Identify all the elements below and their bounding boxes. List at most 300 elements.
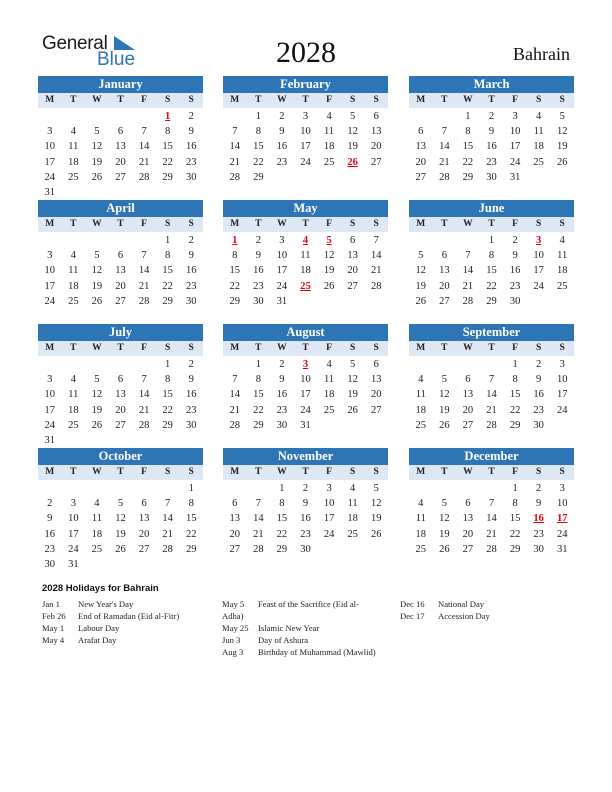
calendar-day: 17 bbox=[44, 280, 56, 292]
holiday-date: 25 bbox=[300, 280, 311, 292]
calendar-day: 10 bbox=[556, 374, 568, 386]
calendar-day: 1 bbox=[488, 235, 495, 246]
month-title: June bbox=[409, 200, 574, 217]
holiday-name: New Year's Day bbox=[78, 599, 134, 609]
calendar-day: 15 bbox=[162, 389, 173, 401]
calendar-day: 11 bbox=[533, 126, 544, 138]
calendar-day: 5 bbox=[117, 498, 124, 510]
empty-cell bbox=[433, 481, 457, 496]
calendar-day: 17 bbox=[68, 528, 79, 540]
calendar-day: 17 bbox=[323, 513, 335, 525]
day-grid bbox=[223, 356, 388, 433]
month-title: April bbox=[38, 200, 203, 217]
calendar-day: 10 bbox=[533, 250, 544, 262]
calendar-day: 30 bbox=[486, 171, 497, 183]
weekday-label: F bbox=[326, 219, 332, 229]
day-grid bbox=[223, 108, 388, 185]
weekday-header bbox=[223, 217, 388, 232]
month-title: January bbox=[38, 76, 203, 93]
weekday-label: T bbox=[117, 95, 124, 105]
calendar-day: 27 bbox=[462, 419, 474, 431]
calendar-day: 3 bbox=[512, 111, 518, 122]
weekday-label: W bbox=[463, 343, 473, 353]
calendar-day: 2 bbox=[279, 359, 285, 370]
calendar-day: 31 bbox=[68, 558, 79, 570]
calendar-day: 22 bbox=[462, 156, 474, 168]
calendar-day: 7 bbox=[255, 498, 261, 510]
empty-cell bbox=[109, 357, 133, 372]
calendar-day: 6 bbox=[117, 126, 124, 138]
calendar-day: 25 bbox=[347, 528, 358, 540]
calendar-day: 1 bbox=[188, 483, 194, 494]
calendar-day: 2 bbox=[488, 111, 495, 122]
calendar-day: 28 bbox=[253, 543, 264, 555]
calendar-day: 7 bbox=[441, 126, 447, 138]
calendar-day: 18 bbox=[68, 156, 79, 168]
empty-cell bbox=[409, 357, 433, 372]
empty-cell bbox=[85, 233, 109, 248]
calendar-day: 7 bbox=[141, 126, 147, 138]
calendar-day: 21 bbox=[370, 265, 382, 277]
calendar-day: 27 bbox=[370, 404, 382, 416]
empty-cell bbox=[409, 109, 433, 124]
calendar-day: 24 bbox=[68, 543, 79, 555]
calendar-day: 28 bbox=[138, 419, 150, 431]
calendar-day: 18 bbox=[556, 265, 568, 277]
weekday-label: F bbox=[512, 95, 518, 105]
empty-cell bbox=[62, 357, 86, 372]
calendar-day: 14 bbox=[229, 389, 241, 401]
calendar-day: 19 bbox=[323, 265, 335, 277]
calendar-day: 17 bbox=[533, 265, 544, 277]
calendar-day: 6 bbox=[465, 374, 471, 386]
empty-cell bbox=[38, 481, 62, 496]
day-grid bbox=[223, 232, 388, 309]
empty-cell bbox=[156, 481, 180, 496]
calendar-day: 22 bbox=[162, 156, 173, 168]
weekday-label: S bbox=[349, 219, 356, 229]
calendar-day: 7 bbox=[232, 374, 238, 386]
weekday-label: S bbox=[373, 467, 379, 477]
calendar-day: 23 bbox=[185, 404, 197, 416]
calendar-day: 4 bbox=[94, 498, 100, 510]
calendar-day: 3 bbox=[559, 483, 565, 494]
calendar-day: 18 bbox=[68, 280, 79, 292]
holiday-name: Labour Day bbox=[78, 623, 120, 633]
calendar-day: 23 bbox=[185, 156, 197, 168]
calendar-day: 26 bbox=[91, 295, 103, 307]
weekday-header bbox=[38, 93, 203, 108]
calendar-day: 25 bbox=[68, 419, 79, 431]
holiday-date: Dec 17 bbox=[400, 611, 425, 621]
weekday-label: W bbox=[463, 219, 473, 229]
weekday-label: T bbox=[302, 467, 309, 477]
holiday-entry bbox=[400, 598, 550, 610]
calendar-day: 8 bbox=[165, 374, 171, 386]
calendar-day: 11 bbox=[324, 126, 335, 138]
calendar-day: 30 bbox=[533, 543, 544, 555]
weekday-label: T bbox=[117, 467, 124, 477]
calendar-day: 18 bbox=[533, 141, 544, 153]
weekday-label: T bbox=[441, 343, 448, 353]
weekday-label: T bbox=[255, 467, 262, 477]
logo-blue-text: Blue bbox=[97, 49, 136, 70]
calendar-day: 11 bbox=[347, 498, 358, 510]
calendar-day: 14 bbox=[439, 141, 450, 153]
calendar-day: 8 bbox=[188, 498, 194, 510]
calendar-day: 10 bbox=[44, 141, 56, 153]
calendar-day: 20 bbox=[415, 156, 427, 168]
calendar-day: 9 bbox=[302, 498, 309, 510]
calendar-day: 12 bbox=[115, 513, 126, 525]
empty-cell bbox=[433, 233, 457, 248]
month-february bbox=[223, 76, 388, 185]
empty-cell bbox=[109, 109, 133, 124]
calendar-day: 16 bbox=[185, 141, 197, 153]
calendar-day: 22 bbox=[185, 528, 197, 540]
calendar-day: 24 bbox=[300, 156, 311, 168]
calendar-day: 9 bbox=[188, 374, 194, 386]
calendar-day: 12 bbox=[91, 141, 103, 153]
calendar-day: 5 bbox=[559, 111, 565, 122]
calendar-day: 21 bbox=[253, 528, 264, 540]
calendar-day: 21 bbox=[486, 404, 497, 416]
calendar-day: 20 bbox=[462, 404, 474, 416]
calendar-day: 25 bbox=[68, 295, 79, 307]
month-april bbox=[38, 200, 203, 309]
calendar-day: 2 bbox=[255, 235, 261, 246]
calendar-day: 5 bbox=[418, 250, 424, 262]
calendar-day: 23 bbox=[509, 280, 521, 292]
month-title: October bbox=[38, 448, 203, 465]
weekday-label: M bbox=[416, 219, 426, 229]
calendar-day: 14 bbox=[138, 265, 150, 277]
calendar-day: 28 bbox=[138, 171, 150, 183]
month-title: November bbox=[223, 448, 388, 465]
calendar-day: 23 bbox=[486, 156, 497, 168]
calendar-day: 17 bbox=[300, 141, 311, 153]
month-january bbox=[38, 76, 203, 200]
holiday-date: May 5 bbox=[222, 599, 245, 609]
calendar-day: 23 bbox=[276, 404, 288, 416]
calendar-day: 5 bbox=[350, 359, 356, 370]
calendar-day: 9 bbox=[279, 126, 285, 138]
month-title: December bbox=[409, 448, 574, 465]
weekday-label: M bbox=[230, 95, 240, 105]
holiday-entry bbox=[222, 634, 392, 646]
calendar-day: 4 bbox=[350, 483, 356, 494]
calendar-day: 2 bbox=[188, 111, 194, 122]
weekday-label: W bbox=[92, 95, 102, 105]
weekday-label: T bbox=[302, 343, 309, 353]
weekday-header bbox=[223, 465, 388, 480]
calendar-day: 23 bbox=[533, 404, 544, 416]
day-grid bbox=[223, 480, 388, 557]
calendar-day: 6 bbox=[373, 111, 379, 122]
holiday-name: Islamic New Year bbox=[258, 623, 320, 633]
weekday-label: W bbox=[277, 219, 287, 229]
weekday-header bbox=[409, 341, 574, 356]
calendar-day: 26 bbox=[556, 156, 568, 168]
calendar-day: 6 bbox=[418, 126, 424, 138]
weekday-label: M bbox=[416, 95, 426, 105]
calendar-day: 29 bbox=[185, 543, 197, 555]
holiday-date: 5 bbox=[326, 235, 332, 246]
calendar-day: 4 bbox=[70, 250, 76, 262]
weekday-label: T bbox=[488, 467, 495, 477]
weekday-label: M bbox=[45, 219, 55, 229]
holiday-date: 3 bbox=[536, 235, 542, 246]
calendar-day: 19 bbox=[347, 389, 358, 401]
calendar-day: 22 bbox=[509, 404, 521, 416]
holiday-date: 1 bbox=[232, 235, 238, 246]
calendar-day: 31 bbox=[44, 434, 56, 446]
calendar-day: 26 bbox=[370, 528, 382, 540]
calendar-day: 2 bbox=[188, 235, 194, 246]
calendar-day: 7 bbox=[141, 374, 147, 386]
weekday-label: S bbox=[559, 467, 565, 477]
calendar-day: 21 bbox=[138, 280, 150, 292]
calendar-day: 27 bbox=[462, 543, 474, 555]
holiday-name: End of Ramadan (Eid al-Fitr) bbox=[78, 611, 180, 621]
weekday-header bbox=[38, 341, 203, 356]
calendar-day: 13 bbox=[138, 513, 150, 525]
calendar-day: 14 bbox=[162, 513, 173, 525]
calendar-day: 30 bbox=[253, 295, 264, 307]
month-may bbox=[223, 200, 388, 309]
calendar-day: 16 bbox=[253, 265, 264, 277]
calendar-day: 22 bbox=[276, 528, 288, 540]
calendar-day: 18 bbox=[415, 528, 427, 540]
empty-cell bbox=[85, 357, 109, 372]
weekday-label: T bbox=[488, 95, 495, 105]
calendar-day: 20 bbox=[370, 389, 382, 401]
calendar-day: 5 bbox=[94, 250, 100, 262]
calendar-day: 11 bbox=[415, 389, 426, 401]
calendar-day: 1 bbox=[255, 111, 261, 122]
calendar-day: 1 bbox=[255, 359, 261, 370]
calendar-day: 26 bbox=[323, 280, 335, 292]
calendar-day: 26 bbox=[439, 543, 450, 555]
calendar-day: 29 bbox=[486, 295, 497, 307]
calendar-day: 22 bbox=[162, 280, 173, 292]
calendar-day: 10 bbox=[44, 389, 56, 401]
calendar-day: 9 bbox=[279, 374, 285, 386]
weekday-label: S bbox=[373, 95, 379, 105]
calendar-day: 27 bbox=[229, 543, 241, 555]
weekday-label: S bbox=[535, 219, 542, 229]
weekday-label: F bbox=[141, 219, 147, 229]
calendar-day: 19 bbox=[415, 280, 427, 292]
calendar-day: 25 bbox=[323, 156, 335, 168]
calendar-day: 13 bbox=[370, 126, 382, 138]
holiday-date: 4 bbox=[302, 235, 309, 246]
calendar-day: 18 bbox=[91, 528, 103, 540]
calendar-day: 19 bbox=[115, 528, 126, 540]
calendar-day: 7 bbox=[373, 235, 379, 246]
calendar-day: 14 bbox=[229, 141, 241, 153]
calendar-day: 16 bbox=[276, 141, 288, 153]
empty-cell bbox=[223, 109, 247, 124]
calendar-day: 13 bbox=[115, 141, 126, 153]
calendar-day: 30 bbox=[185, 171, 197, 183]
holiday-date: Jun 3 bbox=[222, 635, 241, 645]
weekday-label: T bbox=[488, 343, 495, 353]
calendar-day: 11 bbox=[91, 513, 102, 525]
calendar-day: 2 bbox=[536, 359, 542, 370]
calendar-day: 21 bbox=[462, 280, 474, 292]
calendar-day: 9 bbox=[47, 513, 53, 525]
calendar-day: 11 bbox=[557, 250, 568, 262]
weekday-label: W bbox=[92, 467, 102, 477]
weekday-label: T bbox=[70, 219, 77, 229]
calendar-day: 13 bbox=[462, 389, 474, 401]
calendar-day: 13 bbox=[115, 265, 126, 277]
calendar-day: 28 bbox=[229, 171, 241, 183]
weekday-label: W bbox=[277, 95, 287, 105]
calendar-day: 13 bbox=[462, 513, 474, 525]
calendar-day: 20 bbox=[439, 280, 450, 292]
empty-cell bbox=[223, 357, 247, 372]
calendar-day: 29 bbox=[276, 543, 288, 555]
calendar-day: 16 bbox=[300, 513, 311, 525]
empty-cell bbox=[456, 233, 480, 248]
calendar-day: 2 bbox=[512, 235, 518, 246]
calendar-day: 18 bbox=[300, 265, 311, 277]
calendar-day: 28 bbox=[462, 295, 474, 307]
calendar-day: 7 bbox=[232, 126, 238, 138]
calendar-day: 20 bbox=[229, 528, 241, 540]
calendar-day: 10 bbox=[44, 265, 56, 277]
empty-cell bbox=[480, 357, 504, 372]
calendar-day: 28 bbox=[138, 295, 150, 307]
month-title: March bbox=[409, 76, 574, 93]
calendar-day: 12 bbox=[91, 265, 103, 277]
month-november bbox=[223, 448, 388, 557]
calendar-day: 15 bbox=[509, 513, 521, 525]
day-grid bbox=[409, 232, 574, 309]
weekday-header bbox=[38, 217, 203, 232]
calendar-day: 10 bbox=[68, 513, 79, 525]
calendar-day: 19 bbox=[439, 404, 450, 416]
calendar-day: 30 bbox=[300, 543, 311, 555]
calendar-day: 8 bbox=[465, 126, 471, 138]
calendar-day: 20 bbox=[462, 528, 474, 540]
calendar-day: 3 bbox=[302, 111, 309, 122]
calendar-day: 15 bbox=[253, 141, 264, 153]
calendar-day: 6 bbox=[465, 498, 471, 510]
weekday-label: F bbox=[141, 95, 147, 105]
calendar-day: 5 bbox=[94, 374, 100, 386]
calendar-day: 16 bbox=[533, 389, 544, 401]
calendar-day: 13 bbox=[415, 141, 427, 153]
weekday-label: T bbox=[441, 467, 448, 477]
calendar-day: 2 bbox=[536, 483, 542, 494]
calendar-day: 11 bbox=[68, 141, 79, 153]
month-title: May bbox=[223, 200, 388, 217]
calendar-day: 1 bbox=[279, 483, 285, 494]
month-title: July bbox=[38, 324, 203, 341]
weekday-label: T bbox=[117, 343, 124, 353]
empty-cell bbox=[62, 233, 86, 248]
calendar-day: 8 bbox=[165, 126, 171, 138]
calendar-day: 22 bbox=[486, 280, 497, 292]
calendar-day: 22 bbox=[253, 404, 264, 416]
calendar-day: 26 bbox=[439, 419, 450, 431]
calendar-day: 22 bbox=[162, 404, 173, 416]
weekday-label: S bbox=[373, 219, 379, 229]
calendar-day: 7 bbox=[165, 498, 171, 510]
calendar-day: 20 bbox=[115, 404, 126, 416]
calendar-day: 24 bbox=[276, 280, 288, 292]
calendar-day: 14 bbox=[462, 265, 474, 277]
holiday-date: Dec 16 bbox=[400, 599, 425, 609]
calendar-day: 29 bbox=[229, 295, 241, 307]
calendar-day: 24 bbox=[300, 404, 311, 416]
weekday-label: F bbox=[326, 467, 332, 477]
empty-cell bbox=[433, 109, 457, 124]
calendar-day: 1 bbox=[165, 235, 171, 246]
calendar-day: 3 bbox=[559, 359, 565, 370]
calendar-day: 16 bbox=[486, 141, 497, 153]
calendar-day: 29 bbox=[509, 419, 521, 431]
empty-cell bbox=[480, 481, 504, 496]
calendar-day: 14 bbox=[370, 250, 382, 262]
holiday-date: 26 bbox=[347, 156, 358, 168]
weekday-label: S bbox=[373, 343, 379, 353]
calendar-day: 10 bbox=[323, 498, 335, 510]
weekday-header bbox=[409, 217, 574, 232]
calendar-day: 3 bbox=[47, 374, 53, 386]
month-august bbox=[223, 324, 388, 433]
holiday-date: Feb 26 bbox=[42, 611, 66, 621]
calendar-day: 27 bbox=[415, 171, 427, 183]
calendar-day: 31 bbox=[44, 186, 56, 198]
calendar-day: 19 bbox=[91, 404, 103, 416]
day-grid bbox=[409, 356, 574, 433]
calendar-day: 28 bbox=[486, 543, 497, 555]
calendar-day: 24 bbox=[556, 528, 568, 540]
empty-cell bbox=[247, 481, 271, 496]
calendar-day: 17 bbox=[44, 404, 56, 416]
calendar-day: 2 bbox=[302, 483, 309, 494]
calendar-day: 5 bbox=[350, 111, 356, 122]
calendar-day: 21 bbox=[162, 528, 173, 540]
calendar-day: 5 bbox=[94, 126, 100, 138]
calendar-day: 2 bbox=[47, 498, 53, 510]
calendar-day: 12 bbox=[439, 389, 450, 401]
calendar-day: 19 bbox=[91, 280, 103, 292]
calendar-day: 24 bbox=[44, 171, 56, 183]
calendar-day: 24 bbox=[533, 280, 544, 292]
holiday-name: Birthday of Muhammad (Mawlid) bbox=[258, 647, 376, 657]
calendar-day: 3 bbox=[47, 250, 53, 262]
calendar-day: 31 bbox=[556, 543, 568, 555]
calendar-day: 1 bbox=[165, 359, 171, 370]
calendar-day: 27 bbox=[115, 171, 126, 183]
calendar-day: 10 bbox=[300, 126, 311, 138]
calendar-day: 17 bbox=[556, 389, 568, 401]
calendar-day: 16 bbox=[185, 389, 197, 401]
weekday-label: T bbox=[441, 219, 448, 229]
calendar-day: 31 bbox=[276, 295, 288, 307]
calendar-day: 25 bbox=[415, 543, 427, 555]
holiday-entry bbox=[42, 598, 212, 610]
calendar-day: 9 bbox=[536, 374, 542, 386]
calendar-day: 3 bbox=[47, 126, 53, 138]
calendar-day: 8 bbox=[255, 374, 261, 386]
calendar-day: 5 bbox=[441, 498, 447, 510]
